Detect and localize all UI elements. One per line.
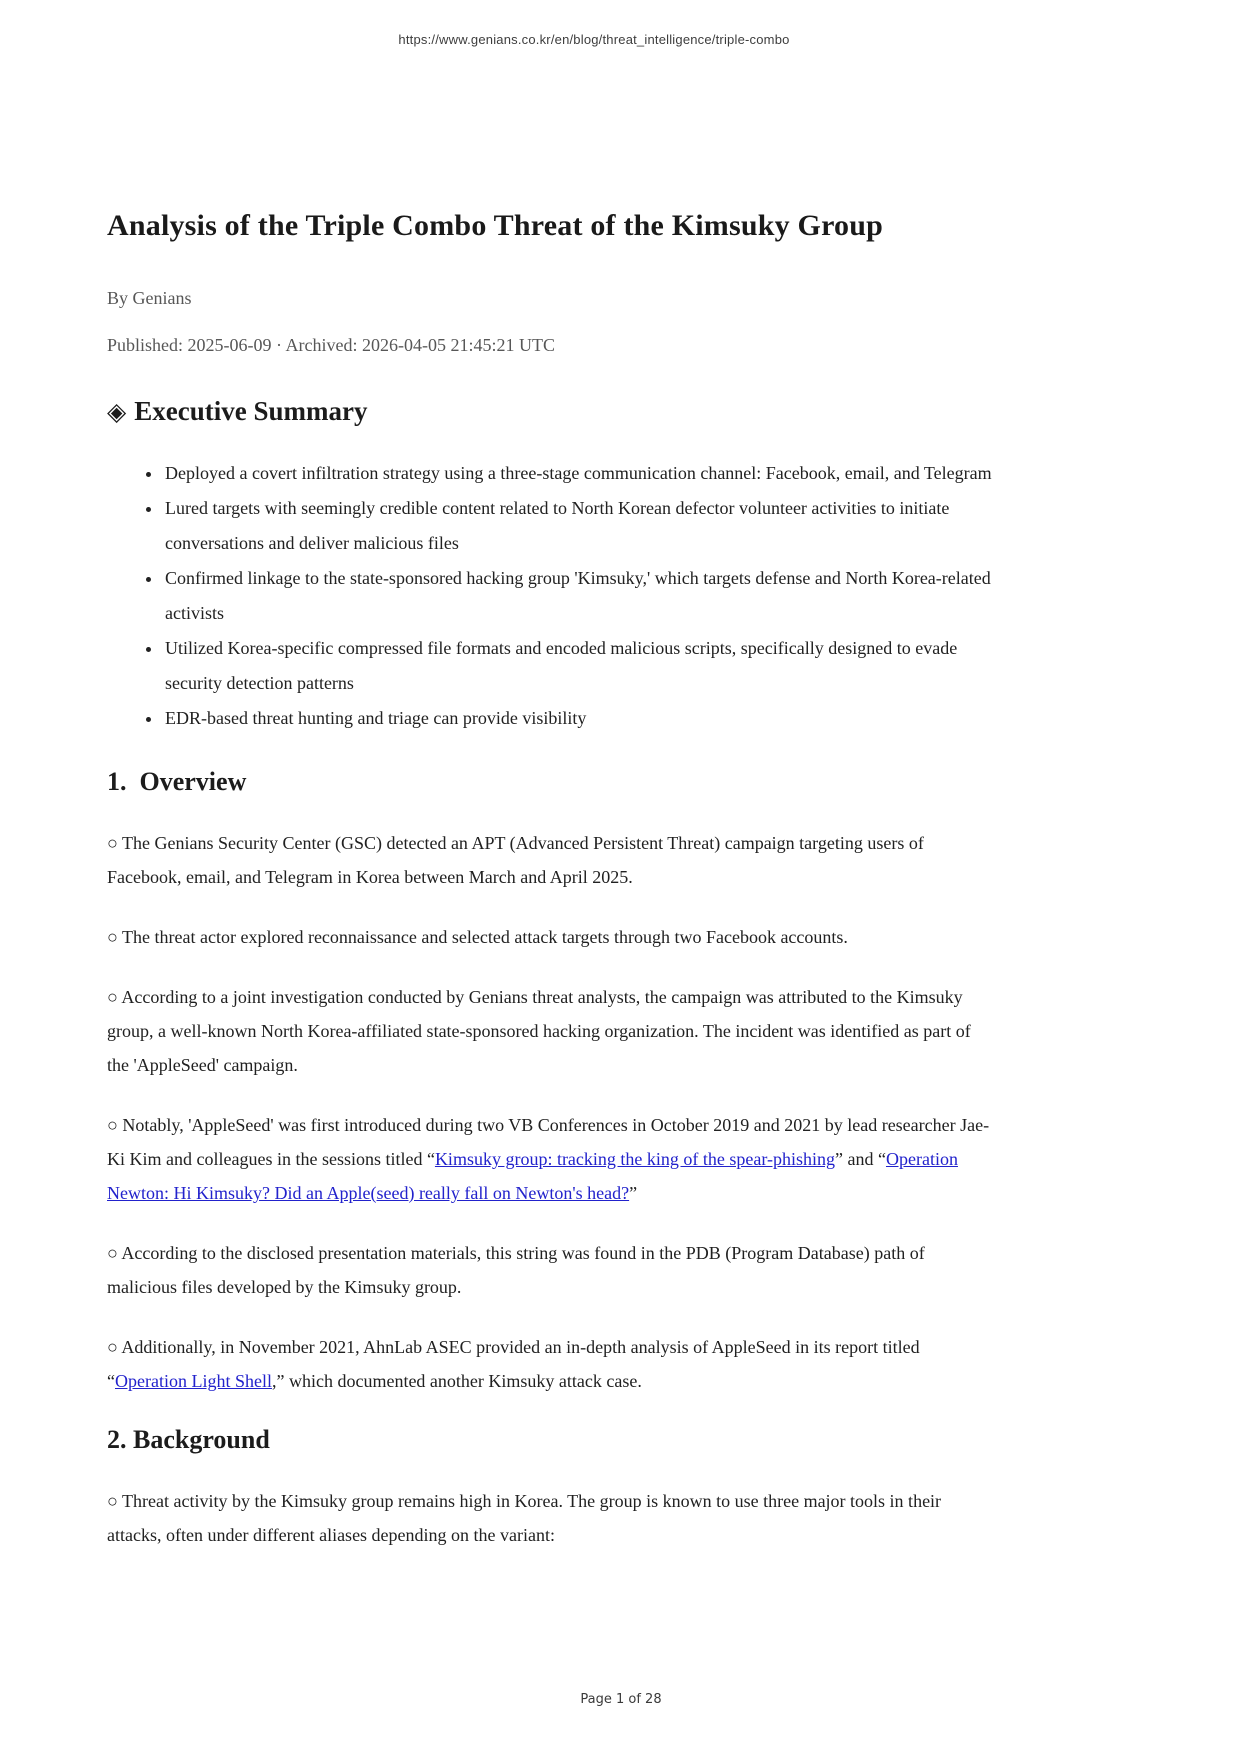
inline-link[interactable]: Operation Light Shell	[115, 1371, 272, 1391]
list-item: • Deployed a covert infiltration strategy using a three-stage communication channel: Facebook, email, and Telegram	[163, 456, 995, 491]
article-byline: By Genians	[107, 288, 192, 308]
overview-paragraph	[107, 1330, 995, 1398]
executive-summary-heading	[107, 393, 995, 430]
archive-url-header: https://www.genians.co.kr/en/blog/threat_intelligence/triple-combo	[398, 32, 790, 47]
section-heading-overview: 1. Overview	[107, 767, 247, 796]
text-segment: ○ Notably, 'AppleSeed' was first introduced during two VB Conferences in October 2019 and 2021 by lead researcher Jae-Ki Kim and colleagues in the sessions titled “	[107, 1115, 990, 1169]
background-paragraph: ○ Threat activity by the Kimsuky group remains high in Korea. The group is known to use three major tools in their attacks, often under different aliases depending on the variant:	[107, 1491, 942, 1545]
published-archived-line: Published: 2025-06-09 · Archived: 2026-04-05 21:45:21 UTC	[107, 335, 555, 355]
list-item: • EDR-based threat hunting and triage can provide visibility	[163, 701, 995, 736]
text-segment: ○ Additionally, in November 2021, AhnLab ASEC provided an in-depth analysis of AppleSeed in its report titled “	[107, 1337, 920, 1391]
list-item: • Lured targets with seemingly credible content related to North Korean defector volunteer activities to initiate conversations and deliver malicious files	[163, 491, 995, 561]
inline-link[interactable]: Operation Newton: Hi Kimsuky? Did an Apple(seed) really fall on Newton's head?	[107, 1149, 958, 1203]
diamond-icon: ◈	[107, 397, 127, 426]
overview-paragraph: ○ According to a joint investigation conducted by Genians threat analysts, the campaign was attributed to the Kimsuky group, a well-known North Korea-affiliated state-sponsored hacking organization. The incident was identified as part of the 'AppleSeed' campaign.	[107, 987, 971, 1075]
executive-summary-heading-label: Executive Summary	[134, 396, 368, 426]
text-segment: ,” which documented another Kimsuky attack case.	[271, 1371, 642, 1391]
overview-paragraph: ○ According to the disclosed presentation materials, this string was found in the PDB (Program Database) path of malicious files developed by the Kimsuky group.	[107, 1243, 925, 1297]
inline-link[interactable]: Kimsuky group: tracking the king of the spear-phishing	[434, 1149, 836, 1169]
text-segment: ” and “	[835, 1149, 886, 1169]
overview-paragraph	[107, 1108, 995, 1210]
section-heading-background: 2. Background	[107, 1425, 270, 1454]
article-title: Analysis of the Triple Combo Threat of the Kimsuky Group	[107, 209, 884, 242]
article-body	[107, 0, 995, 1552]
overview-paragraph: ○ The Genians Security Center (GSC) detected an APT (Advanced Persistent Threat) campaign targeting users of Facebook, email, and Telegram in Korea between March and April 2025.	[107, 833, 924, 887]
list-item: • Confirmed linkage to the state-sponsored hacking group 'Kimsuky,' which targets defense and North Korea-related activists	[163, 561, 995, 631]
text-segment: ”	[629, 1183, 638, 1203]
page-number-footer: Page 1 of 28	[580, 1692, 662, 1707]
list-item: • Utilized Korea-specific compressed file formats and encoded malicious scripts, specifically designed to evade security detection patterns	[163, 631, 995, 701]
overview-paragraph: ○ The threat actor explored reconnaissance and selected attack targets through two Facebook accounts.	[107, 927, 848, 947]
executive-summary-list	[107, 456, 995, 736]
